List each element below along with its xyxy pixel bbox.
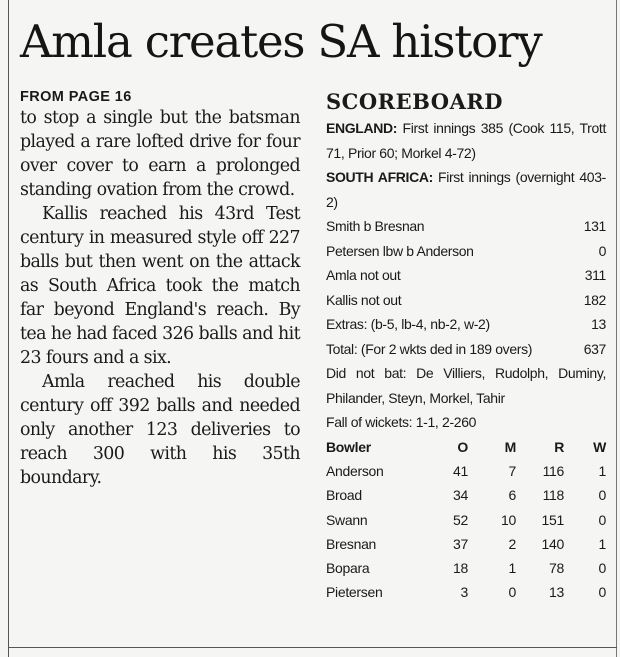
south-africa-label: SOUTH AFRICA: xyxy=(326,169,433,185)
bowler-runs: 116 xyxy=(542,462,564,479)
overs-header: O xyxy=(457,438,468,455)
batting-card xyxy=(326,214,606,361)
bottom-rule xyxy=(8,647,617,648)
bowler-maidens: 0 xyxy=(508,584,516,601)
england-label: ENGLAND: xyxy=(326,120,398,136)
batter-score: 182 xyxy=(583,291,606,308)
batter-score: 637 xyxy=(583,340,606,357)
bowler-wickets: 0 xyxy=(598,511,606,528)
bowler-maidens: 6 xyxy=(508,487,516,504)
batter-score: 0 xyxy=(598,242,606,259)
bowler-overs: 52 xyxy=(453,511,468,528)
batter-score: 311 xyxy=(584,267,606,283)
article-paragraph: Kallis reached his 43rd Test century in measured style off 227 balls but then went on the attack as South Africa took the match far beyond England's reach. By tea he had faced 326 balls and hit 23 fours and a six. xyxy=(20,204,300,368)
bowler-wickets: 0 xyxy=(598,584,606,601)
scoreboard-title: SCOREBOARD xyxy=(326,89,504,114)
bowler-wickets: 1 xyxy=(598,535,606,552)
did-not-bat: Did not bat: De Villiers, Rudolph, Duminy, Philander, Steyn, Morkel, Tahir xyxy=(326,365,606,406)
batting-row xyxy=(326,263,606,288)
bowler-runs: 13 xyxy=(549,584,564,601)
article-body xyxy=(20,88,300,490)
bowler-overs: 37 xyxy=(453,535,468,552)
column-rule-right xyxy=(616,0,617,657)
bowler-name: Broad xyxy=(326,487,362,504)
bowler-runs: 140 xyxy=(541,535,564,552)
england-summary: First innings 385 (Cook 115, Trott 71, Prior 60; Morkel 4-72) xyxy=(326,120,606,161)
bowling-rows xyxy=(326,459,606,605)
bowling-row xyxy=(326,580,606,604)
bowling-row xyxy=(326,507,606,531)
bowler-overs: 3 xyxy=(460,584,468,601)
bowler-overs: 34 xyxy=(453,487,468,504)
bowler-name: Pietersen xyxy=(326,584,383,601)
bowler-wickets: 0 xyxy=(598,487,606,504)
article-paragraph: to stop a single but the batsman played a rare lofted drive for four over cover to earn a prolonged standing ovation from the crowd. xyxy=(20,108,300,200)
bowler-name: Bopara xyxy=(326,560,370,577)
column-rule-left xyxy=(8,0,9,657)
bowler-runs: 78 xyxy=(549,560,564,577)
bowling-table xyxy=(326,435,606,605)
south-africa-innings xyxy=(326,165,606,214)
bowler-maidens: 2 xyxy=(508,535,516,552)
bowler-name: Bresnan xyxy=(326,535,377,552)
batter-score: 13 xyxy=(591,316,606,332)
batter-entry: Extras: (b-5, lb-4, nb-2, w-2) xyxy=(326,316,490,332)
bowling-row xyxy=(326,459,606,483)
bowling-row xyxy=(326,556,606,580)
kicker: FROM PAGE 16 xyxy=(20,89,132,105)
fall-of-wickets: Fall of wickets: 1-1, 2-260 xyxy=(326,414,477,430)
batting-row xyxy=(326,214,606,239)
batter-entry: Amla not out xyxy=(326,267,401,283)
bowler-maidens: 7 xyxy=(508,462,516,479)
bowler-header: Bowler xyxy=(326,438,371,455)
bowler-wickets: 0 xyxy=(598,560,606,577)
batting-row xyxy=(326,239,606,264)
bowler-runs: 151 xyxy=(541,511,564,528)
scoreboard xyxy=(326,88,606,605)
maidens-header: M xyxy=(504,438,516,455)
batting-row xyxy=(326,312,606,337)
article-paragraph: Amla reached his double century off 392 balls and needed only another 123 deliveries to reach 300 with his 35th boundary. xyxy=(20,372,300,488)
batting-row xyxy=(326,288,606,313)
bowler-name: Anderson xyxy=(326,462,384,479)
bowler-maidens: 10 xyxy=(501,511,516,528)
runs-header: R xyxy=(554,438,564,455)
bowling-header-row xyxy=(326,435,606,459)
wickets-header: W xyxy=(593,438,606,455)
bowler-runs: 118 xyxy=(542,487,564,504)
batting-row xyxy=(326,337,606,362)
batter-entry: Petersen lbw b Anderson xyxy=(326,242,474,259)
england-innings xyxy=(326,116,606,165)
headline: Amla creates SA history xyxy=(20,15,542,68)
batter-entry: Smith b Bresnan xyxy=(326,218,425,234)
bowler-name: Swann xyxy=(326,511,368,528)
south-africa-summary: First innings (overnight 403-2) xyxy=(326,169,606,210)
bowler-overs: 41 xyxy=(453,462,468,479)
bowler-overs: 18 xyxy=(453,560,468,577)
batter-entry: Total: (For 2 wkts ded in 189 overs) xyxy=(326,340,533,357)
bowling-row xyxy=(326,483,606,507)
batter-entry: Kallis not out xyxy=(326,291,402,308)
bowler-maidens: 1 xyxy=(508,560,516,577)
bowling-row xyxy=(326,532,606,556)
batter-score: 131 xyxy=(583,218,606,234)
bowler-wickets: 1 xyxy=(598,462,606,479)
